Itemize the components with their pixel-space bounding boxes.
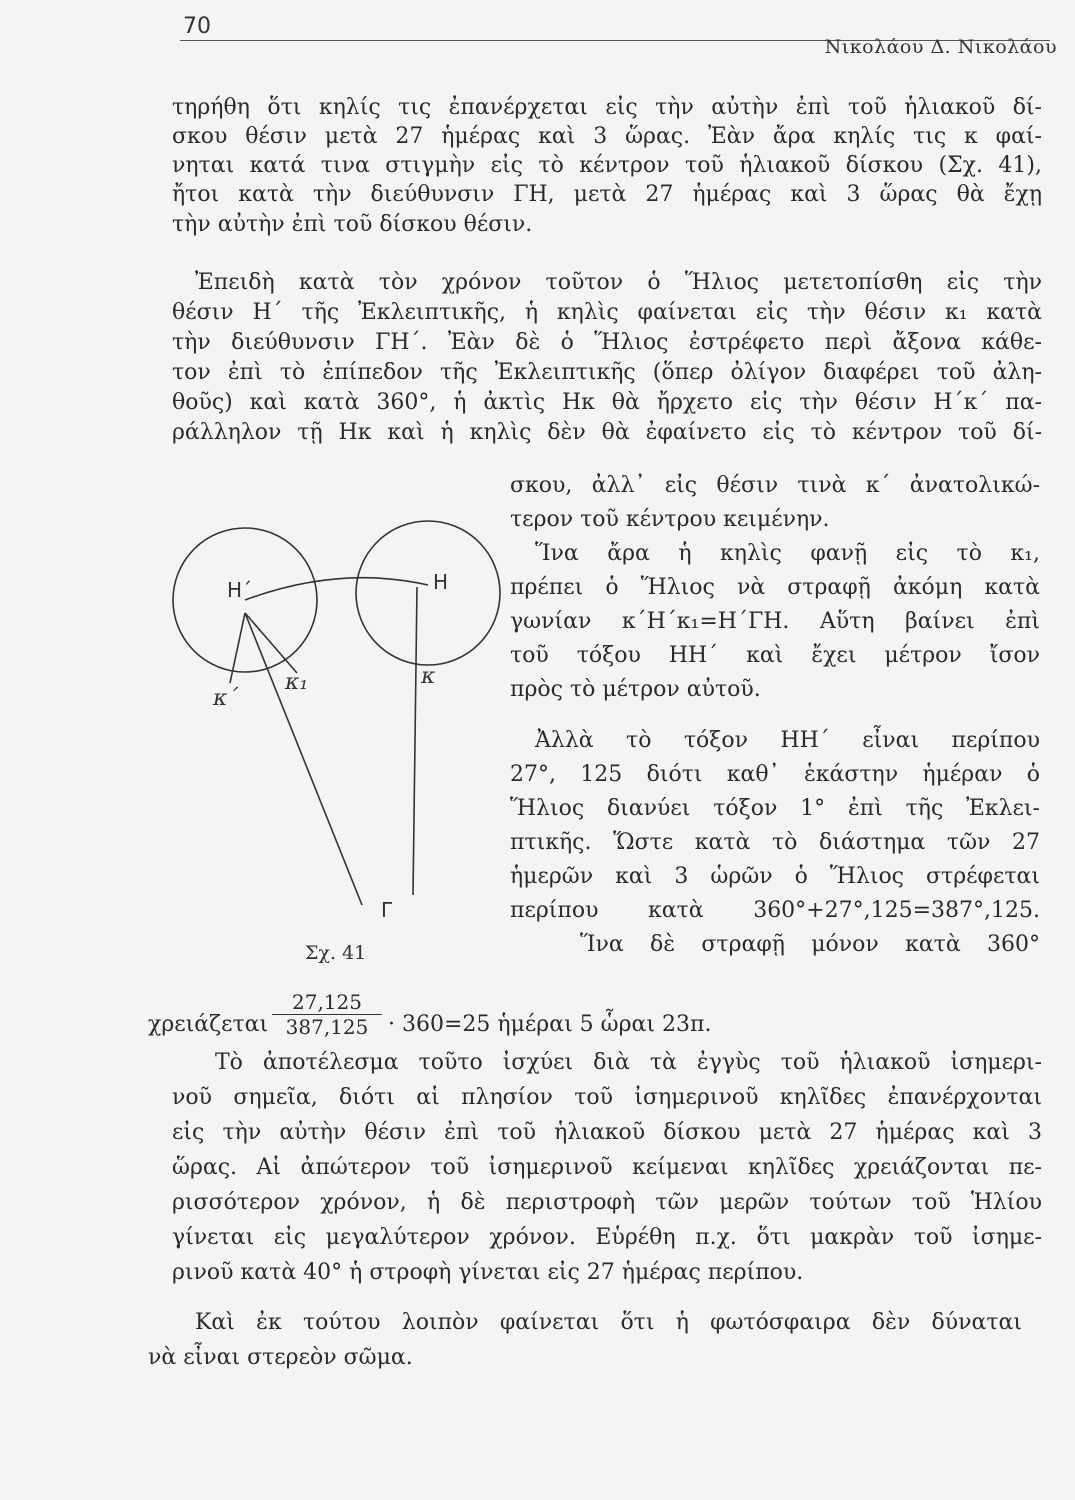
text-line: Καὶ ἐκ τούτου λοιπὸν φαίνεται ὅτι ἡ φωτόσφαιρα δὲν δύναται [195,1310,1022,1335]
text-line: τερον τοῦ κέντρου κειμένην. [510,507,830,532]
text-line: εἰς τὴν αὐτὴν θέσιν ἐπὶ τοῦ ἡλιακοῦ δίσκου μετὰ 27 ἡμέρας καὶ 3 [172,1120,1042,1145]
text-line: ὥρας. Αἱ ἀπώτερον τοῦ ἰσημερινοῦ κείμεναι κηλῖδες χρειάζονται πε- [172,1155,1042,1180]
label-h-prime: Η΄ [227,578,253,602]
label-h: Η [433,570,449,594]
text-line: ράλληλον τῇ Ηκ καὶ ἡ κηλὶς δὲν θὰ ἐφαίνετο εἰς τὸ κέντρον τοῦ δί- [172,420,1042,445]
text-line: νὰ εἶναι στερεὸν σῶμα. [148,1345,413,1370]
label-k1: κ₁ [285,670,309,695]
ecliptic-arc [245,578,428,600]
text-line: γίνεται εἰς μεγαλύτερον χρόνον. Εὑρέθη π.χ. ὅτι μακρὰν τοῦ ἰσημε- [172,1225,1042,1250]
running-head: Νικολάου Δ. Νικολάου [824,36,1057,58]
figure-caption: Σχ. 41 [305,942,367,964]
sun-circle-h [356,521,500,665]
ray-gamma-h-prime [245,613,362,905]
text-line: θέσιν Η΄ τῆς Ἐκλειπτικῆς, ἡ κηλὶς φαίνεται εἰς τὴν θέσιν κ₁ κατὰ [172,300,1042,325]
ray-h-prime-k1 [245,613,297,673]
label-k: κ [421,664,436,689]
text-line: Ἵνα ἄρα ἡ κηλὶς φανῇ εἰς τὸ κ₁, [535,541,1040,566]
text-line: ἤτοι κατὰ τὴν διεύθυνσιν ΓΗ, μετὰ 27 ἡμέρας καὶ 3 ὥρας θὰ ἔχῃ [172,182,1042,207]
formula-fraction [272,990,382,1039]
text-line: Ἵνα δὲ στραφῇ μόνον κατὰ 360° [580,932,1040,957]
figure-sun-rotation-diagram [165,505,510,945]
label-k-prime: κ΄ [213,686,239,711]
formula-lead: χρειάζεται [148,1012,269,1037]
text-line: ρισσότερον χρόνον, ἡ δὲ περιστροφὴ τῶν μερῶν τούτων τοῦ Ἡλίου [172,1190,1042,1215]
text-line: Ἐπειδὴ κατὰ τὸν χρόνον τοῦτον ὁ Ἥλιος μετετοπίσθη εἰς τὴν [195,270,1042,295]
text-line: σκου, ἀλλ᾽ εἰς θέσιν τινὰ κ΄ ἀνατολικώ- [510,473,1040,498]
text-line: τον ἐπὶ τὸ ἐπίπεδον τῆς Ἐκλειπτικῆς (ὅπερ ὀλίγον διαφέρει τοῦ ἀλη- [172,360,1042,385]
text-line: Ἥλιος διανύει τόξον 1° ἐπὶ τῆς Ἐκλει- [510,796,1040,821]
text-line: τὴν αὐτὴν ἐπὶ τοῦ δίσκου θέσιν. [172,212,533,237]
text-line: νηται κατά τινα στιγμὴν εἰς τὸ κέντρον τοῦ ἡλιακοῦ δίσκου (Σχ. 41), [172,153,1042,178]
text-line: πτικῆς. Ὥστε κατὰ τὸ διάστημα τῶν 27 [510,830,1040,855]
text-line: ρινοῦ κατὰ 40° ἡ στροφὴ γίνεται εἰς 27 ἡμέρας περίπου. [172,1260,804,1285]
text-line: τοῦ τόξου ΗΗ΄ καὶ ἔχει μέτρον ἴσον [510,643,1040,668]
fraction-denominator: 387,125 [285,1015,369,1039]
text-line: θοῦς) καὶ κατὰ 360°, ἡ ἀκτὶς Ηκ θὰ ἤρχετο εἰς τὴν θέσιν Η΄κ΄ πα- [172,390,1042,415]
text-line: γωνίαν κ΄Η΄κ₁=Η΄ΓΗ. Αὕτη βαίνει ἐπὶ [510,609,1040,634]
text-line: ἡμερῶν καὶ 3 ὡρῶν ὁ Ἥλιος στρέφεται [510,864,1040,889]
label-gamma: Γ [381,898,393,922]
text-line: Τὸ ἀποτέλεσμα τοῦτο ἰσχύει διὰ τὰ ἐγγὺς τοῦ ἡλιακοῦ ἰσημερι- [215,1050,1042,1075]
text-line: πρέπει ὁ Ἥλιος νὰ στραφῇ ἀκόμη κατὰ [510,575,1040,600]
text-line: περίπου κατὰ 360°+27°,125=387°,125. [510,898,1040,923]
text-line: τηρήθη ὅτι κηλίς τις ἐπανέρχεται εἰς τὴν αὐτὴν ἐπὶ τοῦ ἡλιακοῦ δί- [172,95,1042,120]
text-line: σκου θέσιν μετὰ 27 ἡμέρας καὶ 3 ὥρας. Ἐὰν ἄρα κηλίς τις κ φαί- [172,124,1042,149]
ray-gamma-h [413,587,417,895]
fraction-numerator: 27,125 [272,990,382,1015]
text-line: νοῦ σημεῖα, διότι αἱ πλησίον τοῦ ἰσημερινοῦ κηλῖδες ἐπανέρχονται [172,1085,1042,1110]
text-line: τὴν διεύθυνσιν ΓΗ΄. Ἐὰν δὲ ὁ Ἥλιος ἐστρέφετο περὶ ἄξονα κάθε- [172,330,1042,355]
text-line: Ἀλλὰ τὸ τόξον ΗΗ΄ εἶναι περίπου [535,728,1040,753]
formula-tail: · 360=25 ἡμέραι 5 ὧραι 23π. [388,1012,712,1037]
page-number: 70 [183,14,211,39]
text-line: πρὸς τὸ μέτρον αὐτοῦ. [510,677,761,702]
text-line: 27°, 125 διότι καθ᾽ ἑκάστην ἡμέραν ὁ [510,762,1040,787]
